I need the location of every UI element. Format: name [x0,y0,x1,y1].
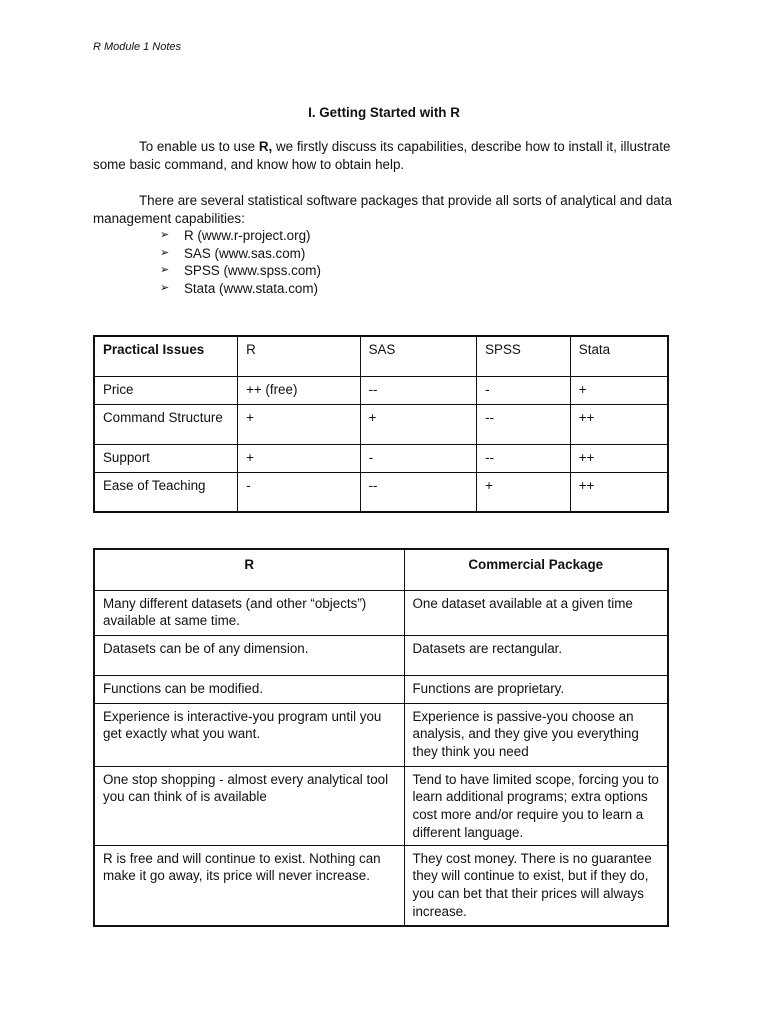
list-item-text: Stata (www.stata.com) [184,280,318,296]
list-item-text: SPSS (www.spss.com) [184,263,321,279]
intro-paragraph [93,138,683,174]
packages-paragraph: There are several statistical software packages that provide all sorts of analytical and data management capabilities: [93,193,672,226]
package-list [160,227,321,297]
list-item [160,262,321,280]
table-cell: Tend to have limited scope, forcing you to learn additional programs; extra options cost more and/or require you to learn a different language. [404,766,668,845]
table-cell: + [570,376,668,404]
r-vs-commercial-table [93,548,669,927]
table-cell: Many different datasets (and other “objects”) available at same time. [94,590,404,635]
table-cell: ++ [570,404,668,444]
list-item [160,280,321,298]
table-row [94,635,668,675]
table-cell: Experience is interactive-you program until you get exactly what you want. [94,703,404,766]
table-cell: -- [360,472,477,512]
table-row [94,845,668,926]
arrow-bullet-icon: ➢ [160,229,170,241]
table-cell: Support [94,444,238,472]
table-row [94,675,668,703]
table-header-cell: Stata [570,336,668,376]
table-cell: Functions are proprietary. [404,675,668,703]
table-row [94,472,668,512]
list-item [160,245,321,263]
table-cell: -- [360,376,477,404]
list-item-text: SAS (www.sas.com) [184,245,306,261]
table-row [94,404,668,444]
table-cell: - [477,376,571,404]
table-cell: - [360,444,477,472]
table-cell: + [477,472,571,512]
table-header-row [94,549,668,590]
arrow-bullet-icon: ➢ [160,264,170,277]
table-row [94,766,668,845]
arrow-bullet-icon: ➢ [160,246,170,259]
table-cell: They cost money. There is no guarantee they will continue to exist, but if they do, you can bet that their prices will always increase. [404,845,668,926]
table-cell: Command Structure [94,404,238,444]
table-cell: Experience is passive-you choose an analysis, and they give you everything they think you need [404,703,668,766]
table-header-cell: R [238,336,361,376]
table-cell: - [238,472,361,512]
intro-text-after: we firstly discuss its capabilities, describe how to install it, illustrate some basic command, and know how to obtain help. [93,139,671,172]
table-header-cell: Commercial Package [404,549,668,590]
list-item [160,227,321,245]
arrow-bullet-icon: ➢ [160,281,170,294]
table-cell: Ease of Teaching [94,472,238,512]
table-cell: + [238,404,361,444]
table-row [94,444,668,472]
practical-issues-table [93,335,669,513]
table-cell: Price [94,376,238,404]
table-header-row [94,336,668,376]
table-row [94,703,668,766]
table-header-cell: SPSS [477,336,571,376]
table-header-cell: R [94,549,404,590]
table-cell: + [360,404,477,444]
table-cell: Datasets are rectangular. [404,635,668,675]
table-cell: ++ [570,444,668,472]
table-row [94,590,668,635]
header-note: R Module 1 Notes [93,41,182,53]
table-cell: R is free and will continue to exist. Nothing can make it go away, its price will never increase. [94,845,404,926]
table-cell: ++ [570,472,668,512]
table-header-cell: SAS [360,336,477,376]
table-cell: One stop shopping - almost every analytical tool you can think of is available [94,766,404,845]
list-item-text: R (www.r-project.org) [184,228,311,243]
intro-text-bold: R, [258,139,273,154]
table-cell: Functions can be modified. [94,675,404,703]
table-cell: -- [477,444,571,472]
table-row [94,376,668,404]
table-cell: One dataset available at a given time [404,590,668,635]
table-cell: ++ (free) [238,376,361,404]
table-cell: + [238,444,361,472]
table-cell: Datasets can be of any dimension. [94,635,404,675]
page-title: I. Getting Started with R [308,105,460,120]
table-cell: -- [477,404,571,444]
table-header-cell: Practical Issues [94,336,238,376]
intro-text-before: To enable us to use [139,139,259,154]
